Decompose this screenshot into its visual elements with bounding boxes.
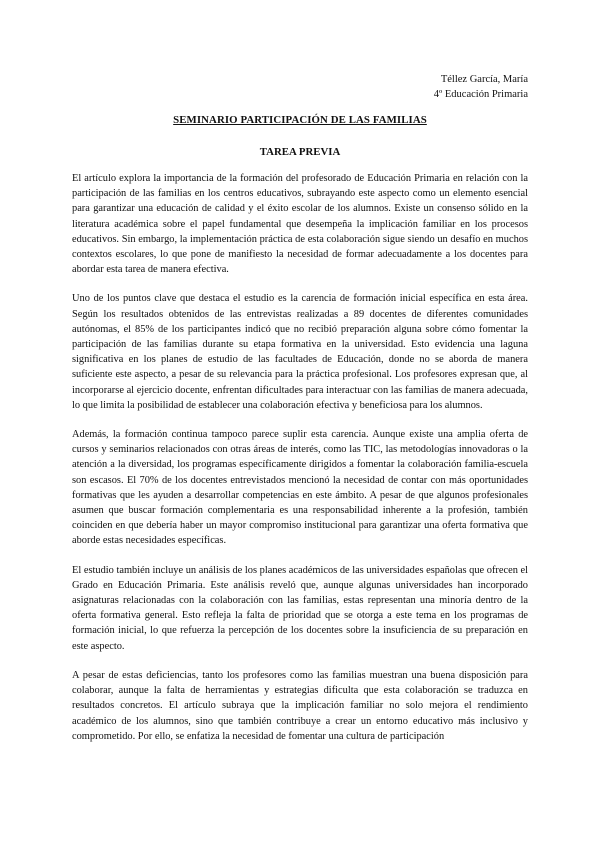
document-title: SEMINARIO PARTICIPACIÓN DE LAS FAMILIAS [173,114,427,126]
paragraph: El artículo explora la importancia de la formación del profesorado de Educación Primaria en relación con la participación de las familias en los centros educativos, subrayando este aspecto como un elemento esencial para garantizar una educación de calidad y el éxito escolar de los alumnos. Existe un consenso sólido en la literatura académica sobre el papel fundamental que desempeña la implicación familiar en los procesos educativos. Sin embargo, la implementación práctica de esta colaboración sigue siendo un desafío en muchos contextos escolares, lo que pone de manifiesto la necesidad de formar adecuadamente a los docentes para abordar esta tarea de manera efectiva. [72,173,528,276]
document-subtitle: TAREA PREVIA [259,146,341,158]
course-level: 4º Educación Primaria [433,89,528,100]
paragraph: El estudio también incluye un análisis de los planes académicos de las universidades españolas que ofrecen el Grado en Educación Primaria. Este análisis reveló que, aunque algunas universidades han incorporado asignaturas relacionadas con la colaboración con las familias, estas representan una minoría dentro de la oferta formativa general. Esto refleja la falta de prioridad que se otorga a este tema en los programas de formación inicial, lo que refuerza la percepción de los docentes sobre la insuficiencia de su preparación en este aspecto. [72,564,528,652]
paragraph: Uno de los puntos clave que destaca el estudio es la carencia de formación inicial específica en esta área. Según los resultados obtenidos de las entrevistas realizadas a 89 docentes de diferentes comunidades autónomas, el 85% de los participantes indicó que no recibió preparación alguna sobre cómo fomentar la participación de las familias durante su etapa formativa en la universidad. Esto evidencia una laguna significativa en los planes de estudio de las facultades de Educación, donde no se aborda de manera suficiente este aspecto, a pesar de su relevancia para la práctica profesional. Los profesores expresan que, al incorporarse al ejercicio docente, enfrentan dificultades para interactuar con las familias de manera adecuada, lo que limita la posibilidad de establecer una colaboración efectiva y beneficiosa para los alumnos. [72,293,528,411]
author-block [434,72,528,102]
paragraph: A pesar de estas deficiencias, tanto los profesores como las familias muestran una buena disposición para colaborar, aunque la falta de herramientas y estrategias dificulta que esta colaboración se traduzca en resultados concretos. El artículo subraya que la implicación familiar no solo mejora el rendimiento académico de los alumnos, sino que también contribuye a crear un entorno educativo más inclusivo y comprometido. Por ello, se enfatiza la necesidad de fomentar una cultura de participación [72,669,528,742]
paragraph: Además, la formación continua tampoco parece suplir esta carencia. Aunque existe una amplia oferta de cursos y seminarios relacionados con otras áreas de interés, como las TIC, las metodologías innovadoras o la atención a la diversidad, los programas específicamente dirigidos a fomentar la colaboración familia-escuela son escasos. El 70% de los docentes entrevistados mencionó la necesidad de contar con más oportunidades formativas que les ayuden a desarrollar competencias en este ámbito. A pesar de que algunos profesionales asumen que buscar formación complementaria es una responsabilidad inherente a la profesión, también coinciden en que debería haber un mayor compromiso institucional para garantizar una oferta formativa que aborde estas necesidades específicas. [72,429,528,547]
author-name: Téllez García, María [440,74,528,85]
document-body [72,171,528,758]
